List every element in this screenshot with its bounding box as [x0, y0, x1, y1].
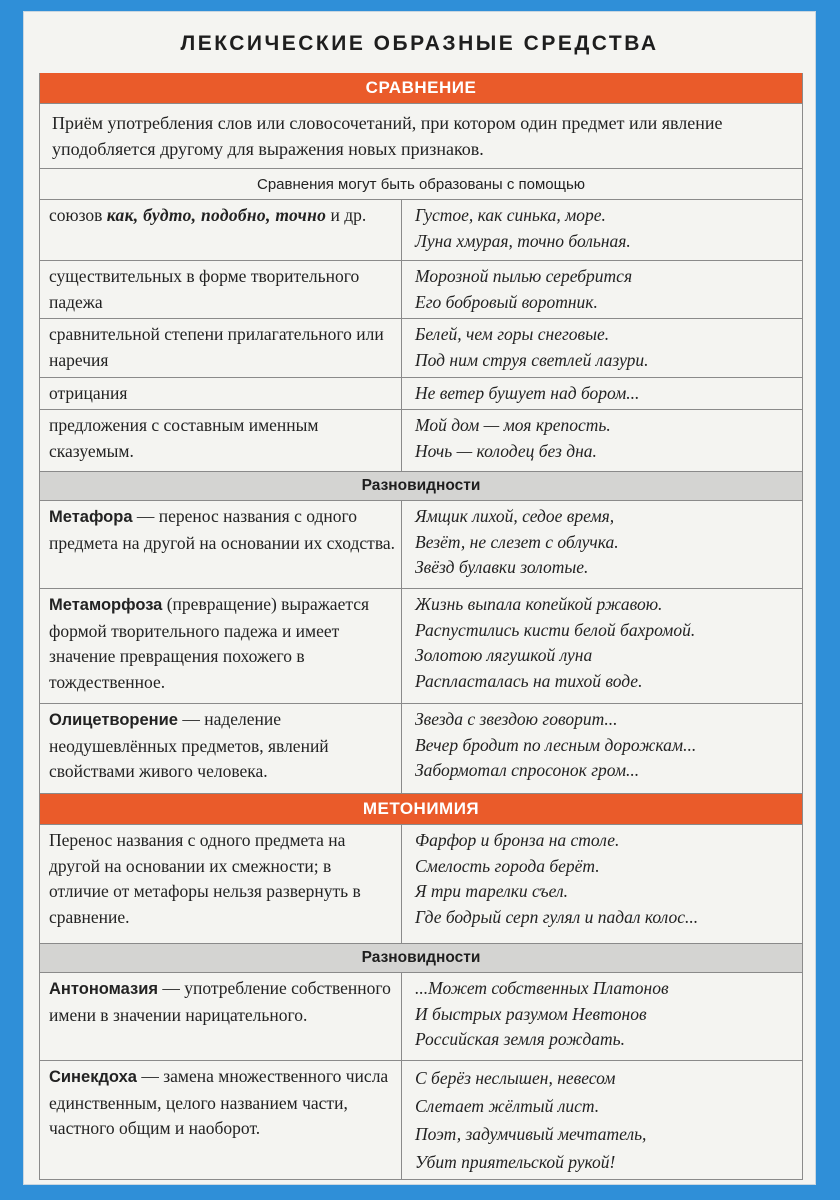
- metonymy-varieties-header: Разновидности: [40, 944, 802, 973]
- row-examples: [402, 378, 802, 409]
- example-line: Ямщик лихой, седое время,: [415, 506, 615, 526]
- row-description: Метаморфоза (превращение) выражается формой творительного падежа и имеет значение превращения похожего в тождественное.: [40, 589, 402, 703]
- example-line: Где бодрый серп гулял и падал колос...: [415, 906, 699, 927]
- page-title: ЛЕКСИЧЕСКИЕ ОБРАЗНЫЕ СРЕДСТВА: [180, 32, 659, 55]
- example-line: ...Может собственных Платонов: [415, 978, 669, 998]
- example-line: Российская земля рождать.: [415, 1029, 626, 1049]
- example-line: Звезда с звездою говорит...: [415, 709, 618, 729]
- example-line: Забормотал спросонок гром...: [415, 760, 640, 780]
- row-description: существительных в форме творительного падежа: [40, 261, 402, 318]
- table-row: [40, 589, 802, 704]
- example-line: Смелость города берёт.: [415, 855, 600, 876]
- comparison-note: Сравнения могут быть образованы с помощью: [40, 169, 802, 200]
- example-line: Его бобровый воротник.: [415, 291, 598, 312]
- row-description: Синекдоха — замена множественного числа единственным, целого названием части, частного общим и наоборот.: [40, 1061, 402, 1179]
- table-row: [40, 973, 802, 1061]
- row-examples: [402, 261, 802, 318]
- row-examples: [402, 319, 802, 377]
- row-description: Олицетворение — наделение неодушевлённых предметов, явлений свойствами живого человека.: [40, 704, 402, 793]
- example-line: Вечер бродит по лесным дорожкам...: [415, 734, 697, 755]
- example-line: Мой дом — моя крепость.: [415, 415, 611, 435]
- table-row: [40, 501, 802, 589]
- example-line: Звёзд булавки золотые.: [415, 557, 589, 577]
- example-line: С берёз неслышен, невесом: [415, 1068, 616, 1088]
- row-examples: [402, 1061, 802, 1179]
- term: Синекдоха: [49, 1068, 137, 1086]
- term: Антономазия: [49, 980, 158, 998]
- table-row: [40, 319, 802, 378]
- comparison-header: СРАВНЕНИЕ: [40, 73, 802, 104]
- table-row: [40, 200, 802, 261]
- row-description: союзов как, будто, подобно, точно и др.: [40, 200, 402, 260]
- example-line: Убит приятельской рукой!: [415, 1152, 616, 1172]
- row-examples: [402, 200, 802, 260]
- example-line: Морозной пылью серебрится: [415, 266, 633, 286]
- term: Метаморфоза: [49, 596, 163, 614]
- example-line: Распласталась на тихой воде.: [415, 670, 643, 691]
- comparison-definition: Приём употребления слов или словосочетаний, при котором один предмет или явление уподобляется другому для выражения новых признаков.: [40, 104, 802, 169]
- example-line: Не ветер бушует над бором...: [415, 383, 640, 403]
- example-line: Под ним струя светлей лазури.: [415, 349, 649, 370]
- row-description: предложения с составным именным сказуемым.: [40, 410, 402, 471]
- term: Метафора: [49, 508, 133, 526]
- row-description: Метафора — перенос названия с одного предмета на другой на основании их сходства.: [40, 501, 402, 588]
- row-description: Антономазия — употребление собственного имени в значении нарицательного.: [40, 973, 402, 1060]
- example-line: Везёт, не слезет с облучка.: [415, 531, 619, 552]
- row-examples: [402, 973, 802, 1060]
- figures-table: [39, 73, 803, 1180]
- example-line: Густое, как синька, море.: [415, 205, 606, 225]
- row-examples: [402, 410, 802, 471]
- comparison-varieties-header: Разновидности: [40, 472, 802, 501]
- example-line: Я три тарелки съел.: [415, 881, 568, 901]
- example-line: Распустились кисти белой бахромой.: [415, 619, 696, 640]
- term: Олицетворение: [49, 711, 178, 729]
- row-examples: [402, 501, 802, 588]
- row-description: отрицания: [40, 378, 402, 409]
- example-line: Поэт, задумчивый мечтатель,: [415, 1124, 647, 1144]
- table-row: [40, 704, 802, 794]
- metonymy-definition: Перенос названия с одного предмета на другой на основании их смежности; в отличие от метафоры нельзя развернуть в сравнение.: [40, 825, 402, 943]
- example-line: Фарфор и бронза на столе.: [415, 830, 620, 850]
- table-row: [40, 825, 802, 944]
- conjunctions: как, будто, подобно, точно: [106, 205, 327, 225]
- example-line: Луна хмурая, точно больная.: [415, 230, 631, 251]
- example-line: Золотою лягушкой луна: [415, 645, 593, 665]
- example-line: Белей, чем горы снеговые.: [415, 324, 610, 344]
- table-row: [40, 378, 802, 410]
- example-line: Ночь — колодец без дна.: [415, 440, 597, 461]
- table-row: [40, 1061, 802, 1179]
- row-examples: [402, 825, 802, 943]
- metonymy-header: МЕТОНИМИЯ: [40, 794, 802, 825]
- row-examples: [402, 589, 802, 703]
- row-examples: [402, 704, 802, 793]
- example-line: И быстрых разумом Невтонов: [415, 1003, 647, 1024]
- table-row: [40, 261, 802, 319]
- row-description: сравнительной степени прилагательного или наречия: [40, 319, 402, 377]
- poster-card: [24, 12, 815, 1184]
- example-line: Слетает жёлтый лист.: [415, 1096, 600, 1116]
- example-line: Жизнь выпала копейкой ржавою.: [415, 594, 663, 614]
- table-row: [40, 410, 802, 472]
